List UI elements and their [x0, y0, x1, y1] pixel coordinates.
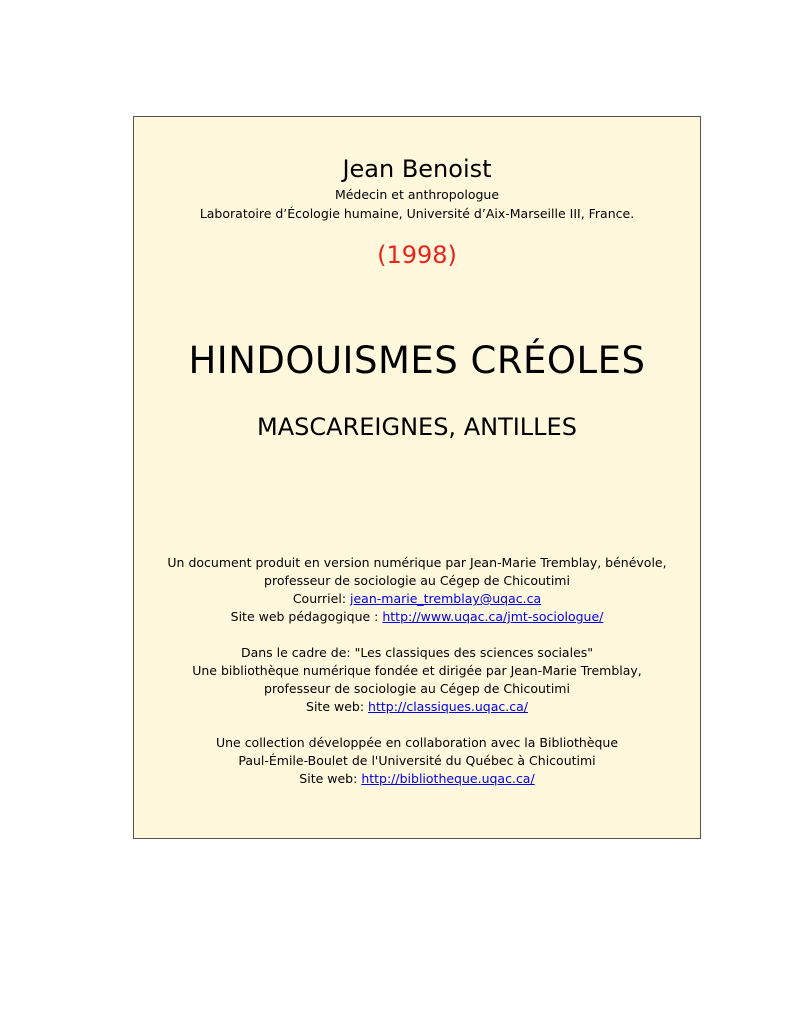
university-line: Paul-Émile-Boulet de l'Université du Québec à Chicoutimi	[238, 753, 596, 768]
collection-line: Dans le cadre de: "Les classiques des sciences sociales"	[240, 645, 594, 660]
author-role: Médecin et anthropologue	[334, 187, 500, 202]
pedagogic-site-link[interactable]: http://www.uqac.ca/jmt-sociologue/	[382, 609, 604, 624]
bibliotheque-site-label: Site web:	[299, 771, 362, 786]
producer-block	[134, 554, 700, 626]
bibliotheque-site-line	[134, 770, 700, 788]
email-label: Courriel:	[292, 591, 351, 606]
cover-page	[133, 116, 701, 839]
pedagogic-site-line	[134, 608, 700, 626]
email-link[interactable]: jean-marie_tremblay@uqac.ca	[350, 591, 542, 606]
author-name: Jean Benoist	[342, 155, 492, 183]
credits	[134, 554, 700, 806]
library-line: Une bibliothèque numérique fondée et dirigée par Jean-Marie Tremblay,	[192, 663, 642, 678]
producer-line: Un document produit en version numérique par Jean-Marie Tremblay, bénévole,	[167, 555, 667, 570]
pedagogic-site-label: Site web pédagogique :	[230, 609, 383, 624]
classiques-block	[134, 644, 700, 716]
author-affiliation: Laboratoire d’Écologie humaine, Université d’Aix-Marseille III, France.	[199, 206, 635, 221]
bibliotheque-site-link[interactable]: http://bibliotheque.uqac.ca/	[361, 771, 535, 786]
classiques-site-line	[134, 698, 700, 716]
library-position: professeur de sociologie au Cégep de Chicoutimi	[264, 681, 570, 696]
bibliotheque-block	[134, 734, 700, 788]
email-line	[134, 590, 700, 608]
document-subtitle: MASCAREIGNES, ANTILLES	[257, 413, 577, 441]
classiques-site-label: Site web:	[306, 699, 369, 714]
collaboration-line: Une collection développée en collaboration avec la Bibliothèque	[215, 735, 619, 750]
publication-year: (1998)	[377, 241, 457, 269]
document-title: HINDOUISMES CRÉOLES	[188, 339, 646, 382]
producer-position: professeur de sociologie au Cégep de Chicoutimi	[264, 573, 570, 588]
classiques-site-link[interactable]: http://classiques.uqac.ca/	[368, 699, 528, 714]
